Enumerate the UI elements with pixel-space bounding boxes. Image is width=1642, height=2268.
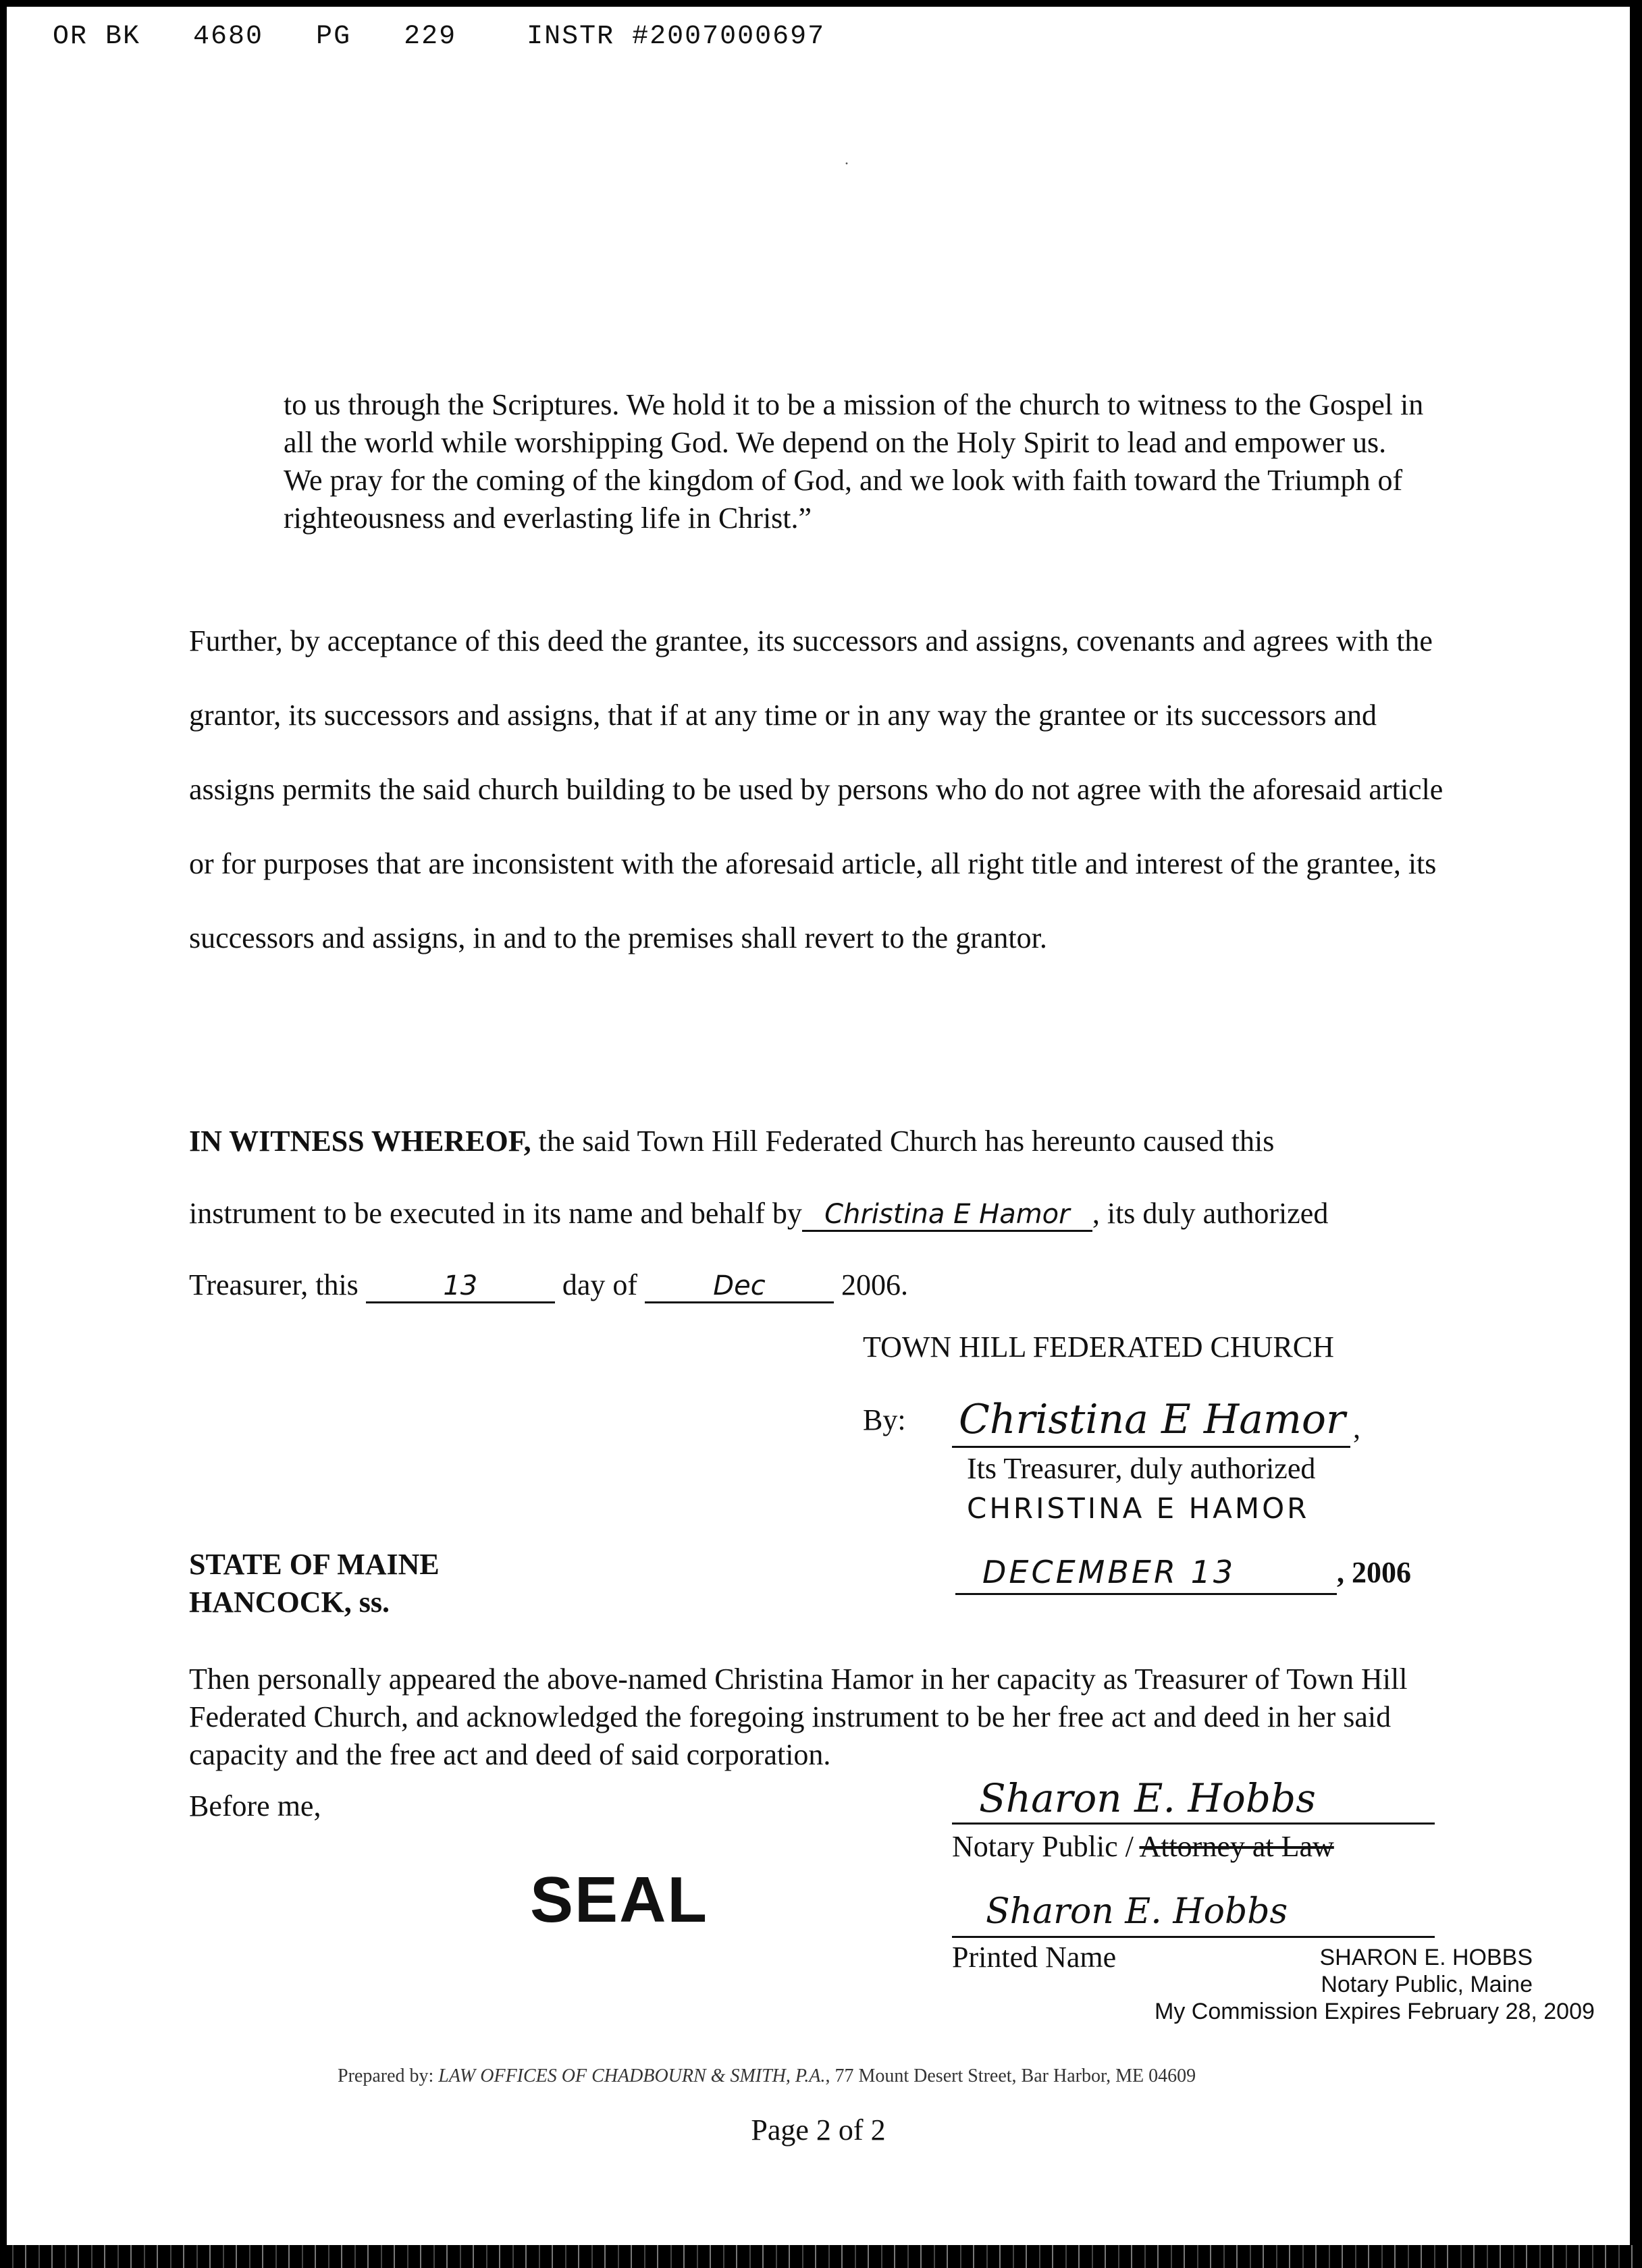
witness-line-2 (189, 1196, 1328, 1232)
recording-reference: OR BK 4680 PG 229 INSTR #2007000697 (53, 22, 826, 52)
county-line: HANCOCK, ss. (189, 1586, 390, 1619)
covenant-paragraph: Further, by acceptance of this deed the grantee, its successors and assigns, covenants and agrees with the grantor, its successors and assigns, that if at any time or in any way the grantee or its successors and assigns permits the said church building to be used by persons who do not agree with the aforesaid article or for purposes that are inconsistent with the aforesaid article, all right title and interest of the grantee, its successors and assigns, in and to the premises shall revert to the grantor. (189, 624, 1444, 954)
witness-line-1-text: the said Town Hill Federated Church has hereunto caused this (531, 1125, 1275, 1158)
printed-name-line (952, 1936, 1435, 1938)
page-number: Page 2 of 2 (751, 2113, 886, 2146)
notary-title-line (952, 1829, 1334, 1864)
notary-stamp-title: Notary Public, Maine (1321, 1972, 1533, 1997)
notary-signature-line (952, 1823, 1435, 1825)
church-name: TOWN HILL FEDERATED CHURCH (863, 1330, 1334, 1364)
scan-speck: · (844, 155, 849, 173)
witness-line-1 (189, 1124, 1274, 1158)
venue (189, 1546, 440, 1621)
witness-line-2-end: , its duly authorized (1092, 1197, 1329, 1230)
notary-stamp-name: SHARON E. HOBBS (1319, 1945, 1533, 1970)
day-of-label: day of (554, 1268, 645, 1301)
acknowledgment-paragraph: Then personally appeared the above-named Christina Hamor in her capacity as Treasurer of Town Hill Federated Church, and acknowledged the foregoing instrument to be her free act and deed in her said capacity and the free act and deed of said corporation. (189, 1663, 1408, 1771)
treasurer-signature: Christina E Hamor (959, 1396, 1346, 1443)
notary-public-label: Notary Public / (952, 1830, 1140, 1863)
notary-signature: Sharon E. Hobbs (979, 1775, 1316, 1821)
witness-line-3-text: Treasurer, this (189, 1268, 366, 1301)
notary-stamp-commission: My Commission Expires February 28, 2009 (1155, 1999, 1595, 2024)
year-text: 2006. (834, 1268, 908, 1301)
by-label: By: (863, 1403, 906, 1436)
ack-date-year: , 2006 (1337, 1556, 1411, 1589)
prepared-by-firm: LAW OFFICES OF CHADBOURN & SMITH, P.A. (438, 2066, 826, 2086)
treasurer-signature-line (952, 1446, 1350, 1448)
prepared-by-address: , 77 Mount Desert Street, Bar Harbor, ME 04609 (825, 2066, 1196, 2086)
witness-heading: IN WITNESS WHEREOF, (189, 1125, 531, 1158)
ack-date-handwritten: DECEMBER 13 (982, 1554, 1236, 1590)
ack-date-line (955, 1593, 1337, 1595)
prepared-by-label: Prepared by: (338, 2066, 439, 2086)
seal-mark: SEAL (530, 1864, 709, 1936)
treasurer-printed-name: CHRISTINA E HAMOR (967, 1492, 1310, 1525)
witness-line-2-text: instrument to be executed in its name and behalf by (189, 1197, 802, 1230)
state-line: STATE OF MAINE (189, 1548, 440, 1581)
month-field: Dec (645, 1270, 834, 1303)
notary-printed-signature: Sharon E. Hobbs (986, 1891, 1288, 1932)
deed-page (7, 7, 1630, 2245)
day-field: 13 (366, 1270, 555, 1303)
signature-comma: , (1353, 1411, 1360, 1444)
before-me-label: Before me, (189, 1789, 321, 1823)
attorney-struck-label: Attorney at Law (1139, 1830, 1334, 1863)
prepared-by-line (338, 2066, 1196, 2087)
article-quote-text: to us through the Scriptures. We hold it to be a mission of the church to witness to the Gospel in all the world while worshipping God. We depend on the Holy Spirit to lead and empower us. We pray for the coming of the kingdom of God, and we look with faith toward the Triumph of righteousness and everlasting life in Christ.” (284, 388, 1424, 535)
notary-stamp (1155, 1944, 1595, 2025)
printed-name-label: Printed Name (952, 1941, 1117, 1974)
witness-line-3 (189, 1268, 908, 1303)
scan-border-noise (0, 2245, 1642, 2268)
treasurer-title: Its Treasurer, duly authorized (967, 1452, 1316, 1485)
treasurer-signature-inline: Christina E Hamor (802, 1199, 1092, 1232)
